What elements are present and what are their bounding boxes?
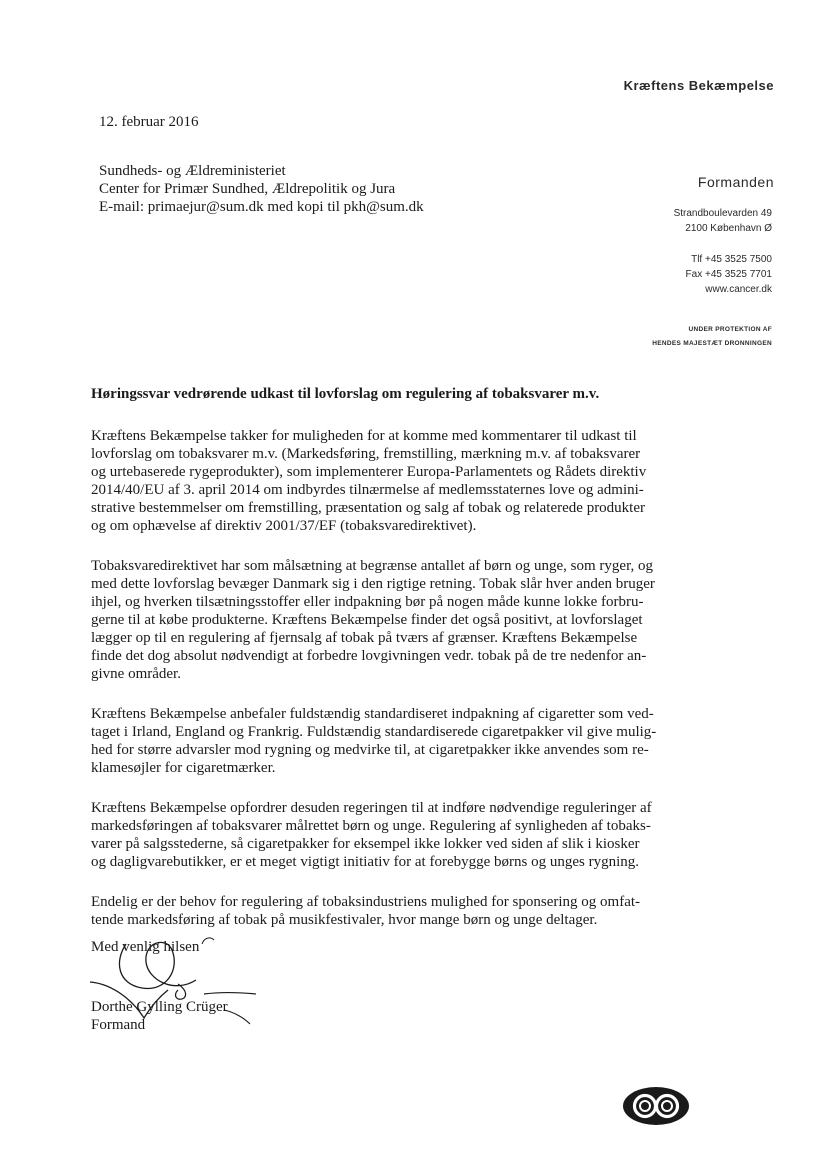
body-line: 2014/40/EU af 3. april 2014 om indbyrdes tilnærmelse af medlemsstaternes love og admini- [91, 482, 644, 498]
body-line: ihjel, og hverken tilsætningsstoffer eller indpakning bør på nogen måde kunne lokke forbru- [91, 594, 644, 610]
body-line: taget i Irland, England og Frankrig. Fuldstændig standardiserede cigaretpakker vil give mulig- [91, 724, 657, 740]
letter-closing: Med venlig hilsen [91, 939, 200, 955]
sender-contact [686, 252, 772, 297]
body-line: Tobaksvaredirektivet har som målsætning at begrænse antallet af børn og unge, som ryger, og [91, 558, 653, 574]
body-line: Kræftens Bekæmpelse takker for muligheden for at komme med kommentarer til udkast til [91, 428, 637, 444]
body-line: varer på salgsstederne, så cigaretpakker for eksempel ikke lokker ved siden af slik i kiosker [91, 836, 640, 852]
body-line: og dagligvarebutikker, er et meget vigtigt initiativ for at forebygge børns og unges rygning. [91, 854, 640, 870]
body-line: Kræftens Bekæmpelse anbefaler fuldstændig standardiseret indpakning af cigaretter som ved- [91, 706, 654, 722]
signer-title: Formand [91, 1017, 146, 1033]
letter-subject: Høringssvar vedrørende udkast til lovforslag om regulering af tobaksvarer m.v. [91, 386, 600, 402]
body-line: gerne til at købe produkterne. Kræftens Bekæmpelse finder det også positivt, at lovforslaget [91, 612, 643, 628]
letterhead-org-name: Kræftens Bekæmpelse [623, 78, 774, 93]
body-paragraph-3 [91, 705, 731, 777]
address-line: Strandboulevarden 49 [673, 208, 772, 219]
body-line: og om ophævelse af direktiv 2001/37/EF (tobaksvaredirektivet). [91, 518, 477, 534]
royal-protection-note [652, 323, 772, 351]
body-line: strative bestemmelser om fremstilling, præsentation og salg af tobak og relaterede produkter [91, 500, 646, 516]
recipient-line: E-mail: primaejur@sum.dk med kopi til pkh@sum.dk [99, 199, 424, 215]
body-line: hed for større advarsler mod rygning og medvirke til, at cigaretpakker ikke anvendes som re- [91, 742, 649, 758]
body-line: tende markedsføring af tobak på musikfestivaler, hvor mange børn og unge deltager. [91, 912, 598, 928]
signer-name: Dorthe Gylling Crüger [91, 999, 228, 1015]
protection-line: UNDER PROTEKTION AF [688, 326, 772, 333]
body-line: lovforslag om tobaksvarer m.v. (Markedsføring, fremstilling, mærkning m.v. af tobaksvarer [91, 446, 641, 462]
body-paragraph-4 [91, 799, 731, 871]
body-line: lægger op til en regulering af fjernsalg af tobak på tværs af grænser. Kræftens Bekæmpelse [91, 630, 638, 646]
contact-phone: Tlf +45 3525 7500 [691, 254, 772, 265]
letter-body [91, 427, 731, 951]
cancer-society-logo-icon [620, 1084, 692, 1128]
recipient-line: Center for Primær Sundhed, Ældrepolitik og Jura [99, 181, 396, 197]
recipient-block [99, 162, 424, 216]
letter-date: 12. februar 2016 [99, 114, 199, 130]
signer-block [91, 998, 228, 1034]
body-paragraph-1 [91, 427, 731, 535]
body-paragraph-2 [91, 557, 731, 683]
body-line: markedsføringen af tobaksvarer målrettet børn og unge. Regulering af synligheden af tobaks- [91, 818, 651, 834]
body-line: klamesøjler for cigaretmærker. [91, 760, 276, 776]
body-line: og urtebaserede rygeprodukter), som implementerer Europa-Parlamentets og Rådets direktiv [91, 464, 647, 480]
body-line: Endelig er der behov for regulering af tobaksindustriens mulighed for sponsering og omfat- [91, 894, 641, 910]
body-line: med dette lovforslag bevæger Danmark sig i den rigtige retning. Tobak slår hver anden bruger [91, 576, 655, 592]
sender-title: Formanden [697, 174, 774, 190]
body-line: Kræftens Bekæmpelse opfordrer desuden regeringen til at indføre nødvendige reguleringer af [91, 800, 652, 816]
sender-address [674, 206, 772, 236]
body-line: finde det dog absolut nødvendigt at forbedre lovgivningen vedr. tobak på de tre nedenfor an- [91, 648, 647, 664]
protection-line: HENDES MAJESTÆT DRONNINGEN [652, 340, 772, 347]
contact-website: www.cancer.dk [705, 284, 772, 295]
contact-fax: Fax +45 3525 7701 [685, 269, 772, 280]
body-line: givne områder. [91, 666, 181, 682]
recipient-line: Sundheds- og Ældreministeriet [99, 163, 286, 179]
address-line: 2100 København Ø [685, 223, 772, 234]
